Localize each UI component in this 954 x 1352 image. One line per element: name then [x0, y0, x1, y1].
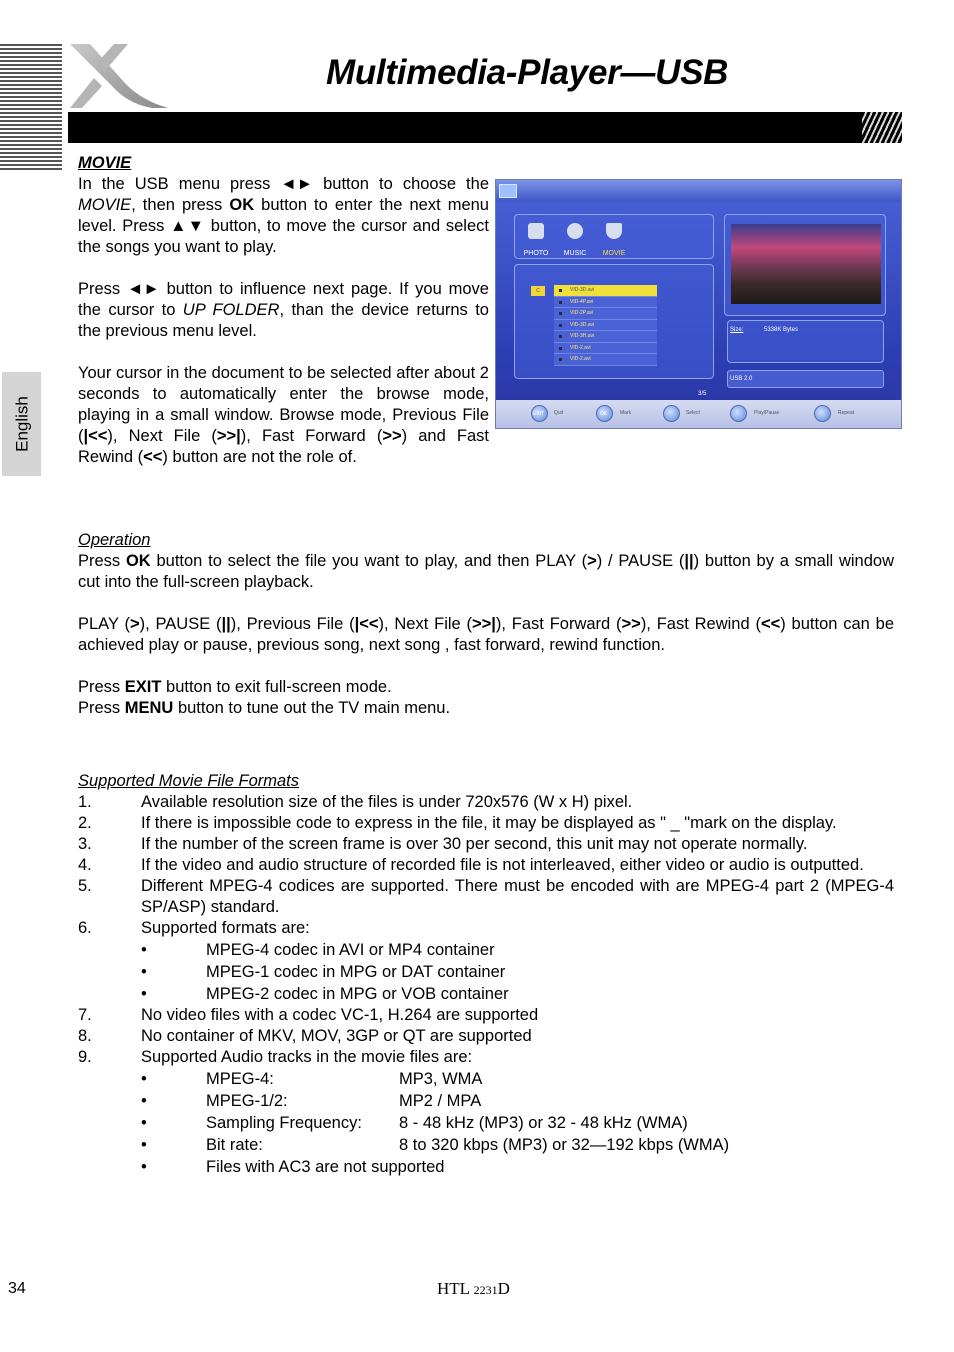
list-item: • MPEG-4: MP3, WMA: [141, 1070, 483, 1088]
movie-paragraph-3: Your cursor in the document to be selected after about 2 seconds to automatically enter the browse mode, playing in a small window. Browse mode, Previous File (|<<), Next File (>>|), Fast Forward (>>) and Fast Rewind (<<) button are not the role of.: [78, 364, 489, 466]
repeat-label: Repeat: [838, 410, 855, 416]
list-item: 3. If the number of the screen frame is over 30 per second, this unit may not operate normally.: [78, 835, 808, 853]
file-row: VID-2P.avi: [554, 308, 657, 320]
formats-list-2: [78, 1005, 894, 1068]
file-row: VID-3H.avi: [554, 331, 657, 343]
headphones-icon: [567, 223, 583, 239]
screenshot-button-bar: [496, 400, 901, 428]
page-number: 34: [8, 1280, 26, 1297]
page-indicator: 3/5: [698, 391, 707, 397]
list-item: 8. No container of MKV, MOV, 3GP or QT are supported: [78, 1027, 532, 1045]
movie-heading: MOVIE: [78, 154, 132, 172]
list-item: • MPEG-4 codec in AVI or MP4 container: [141, 941, 495, 959]
formats-list: [78, 792, 894, 939]
exit-button-icon: EXIT: [531, 405, 548, 422]
containers-list: [78, 939, 894, 1005]
usb-menu-screenshot: [495, 179, 902, 429]
operation-paragraph-2: PLAY (>), PAUSE (||), Previous File (|<<), Next File (>>|), Fast Forward (>>), Fast Rewind (<<) button can be achieved play or pause, previous song, next song , fast forward, rewind function.: [78, 615, 895, 654]
size-value: 5338K Bytes: [764, 327, 799, 333]
category-music: MUSIC: [563, 250, 587, 257]
list-item: 4. If the video and audio structure of recorded file is not interleaved, either video or audio is outputted.: [78, 856, 864, 874]
category-movie: MOVIE: [602, 250, 626, 257]
language-tab: [2, 372, 41, 476]
movie-icon: [606, 223, 622, 239]
list-item: 6. Supported formats are:: [78, 919, 310, 937]
list-item: • Sampling Frequency: 8 - 48 kHz (MP3) or 32 - 48 kHz (WMA): [141, 1114, 688, 1132]
usb-version: USB 2.0: [730, 376, 753, 382]
x-brand-logo: [68, 42, 168, 110]
decorative-stripes: [0, 44, 62, 172]
file-row: VID-3D.avi: [554, 320, 657, 332]
select-button-icon: [663, 405, 680, 422]
file-list: [554, 285, 657, 367]
select-label: Select: [686, 410, 700, 416]
list-item: • MPEG-2 codec in MPG or VOB container: [141, 985, 509, 1003]
list-item: • MPEG-1/2: MP2 / MPA: [141, 1092, 482, 1110]
list-item: • Bit rate: 8 to 320 kbps (MP3) or 32—192 kbps (WMA): [141, 1136, 730, 1154]
movie-paragraph-2: Press ◄► button to influence next page. If you move the cursor to UP FOLDER, than the device returns to the previous menu level.: [78, 280, 489, 340]
list-item: 2. If there is impossible code to express in the file, it may be displayed as " _ "mark on the display.: [78, 814, 837, 832]
audio-list: [78, 1068, 894, 1178]
quit-label: Quit: [554, 410, 564, 416]
movie-text: [78, 174, 489, 468]
file-row: VID-2.avi: [554, 354, 657, 366]
list-item: 1. Available resolution size of the files is under 720x576 (W x H) pixel.: [78, 793, 633, 811]
list-item: 9. Supported Audio tracks in the movie files are:: [78, 1048, 473, 1066]
page-title: Multimedia-Player—USB: [326, 53, 729, 92]
info-panel: [727, 320, 884, 363]
formats-heading: Supported Movie File Formats: [78, 772, 300, 790]
category-photo: PHOTO: [523, 250, 549, 257]
movie-paragraph-1: In the USB menu press ◄► button to choose the MOVIE, then press OK button to enter the next menu level. Press ▲▼ button, to move the cursor and select the songs you want to play.: [78, 175, 489, 256]
screenshot-topbar: [496, 180, 901, 202]
operation-paragraph-3: Press EXIT button to exit full-screen mode.: [78, 678, 392, 696]
language-tab-label: English: [12, 396, 31, 452]
usb-icon: [499, 184, 517, 198]
size-label: Size:: [730, 327, 744, 333]
file-row: VID-4P.avi: [554, 297, 657, 309]
video-preview: [731, 224, 881, 304]
photo-icon: [528, 223, 544, 239]
list-item: 5. Different MPEG-4 codices are supported. There must be encoded with are MPEG-4 part 2 (MPEG-4 SP/ASP) standard.: [78, 877, 894, 916]
drive-label: C: [531, 286, 545, 296]
list-item: • MPEG-1 codec in MPG or DAT container: [141, 963, 506, 981]
model-name: HTL 2231D: [437, 1279, 510, 1298]
file-row: VID-2.avi: [554, 343, 657, 355]
operation-paragraph-4: Press MENU button to tune out the TV main menu.: [78, 699, 451, 717]
operation-heading: Operation: [78, 531, 151, 549]
ok-button-icon: OK: [596, 405, 613, 422]
operation-paragraph-1: Press OK button to select the file you want to play, and then PLAY (>) / PAUSE (||) button by a small window cut into the full-screen playback.: [78, 552, 894, 591]
header-bar-stripes: [862, 112, 902, 143]
list-item: • Files with AC3 are not supported: [141, 1158, 445, 1176]
repeat-button-icon: [814, 405, 831, 422]
play-pause-label: Play/Pause: [754, 410, 780, 416]
play-pause-button-icon: [730, 405, 747, 422]
header-bar: [68, 112, 902, 143]
list-item: 7. No video files with a codec VC-1, H.264 are supported: [78, 1006, 539, 1024]
mark-label: Mark: [620, 410, 632, 416]
file-row: VID-3D.avi: [554, 285, 657, 297]
